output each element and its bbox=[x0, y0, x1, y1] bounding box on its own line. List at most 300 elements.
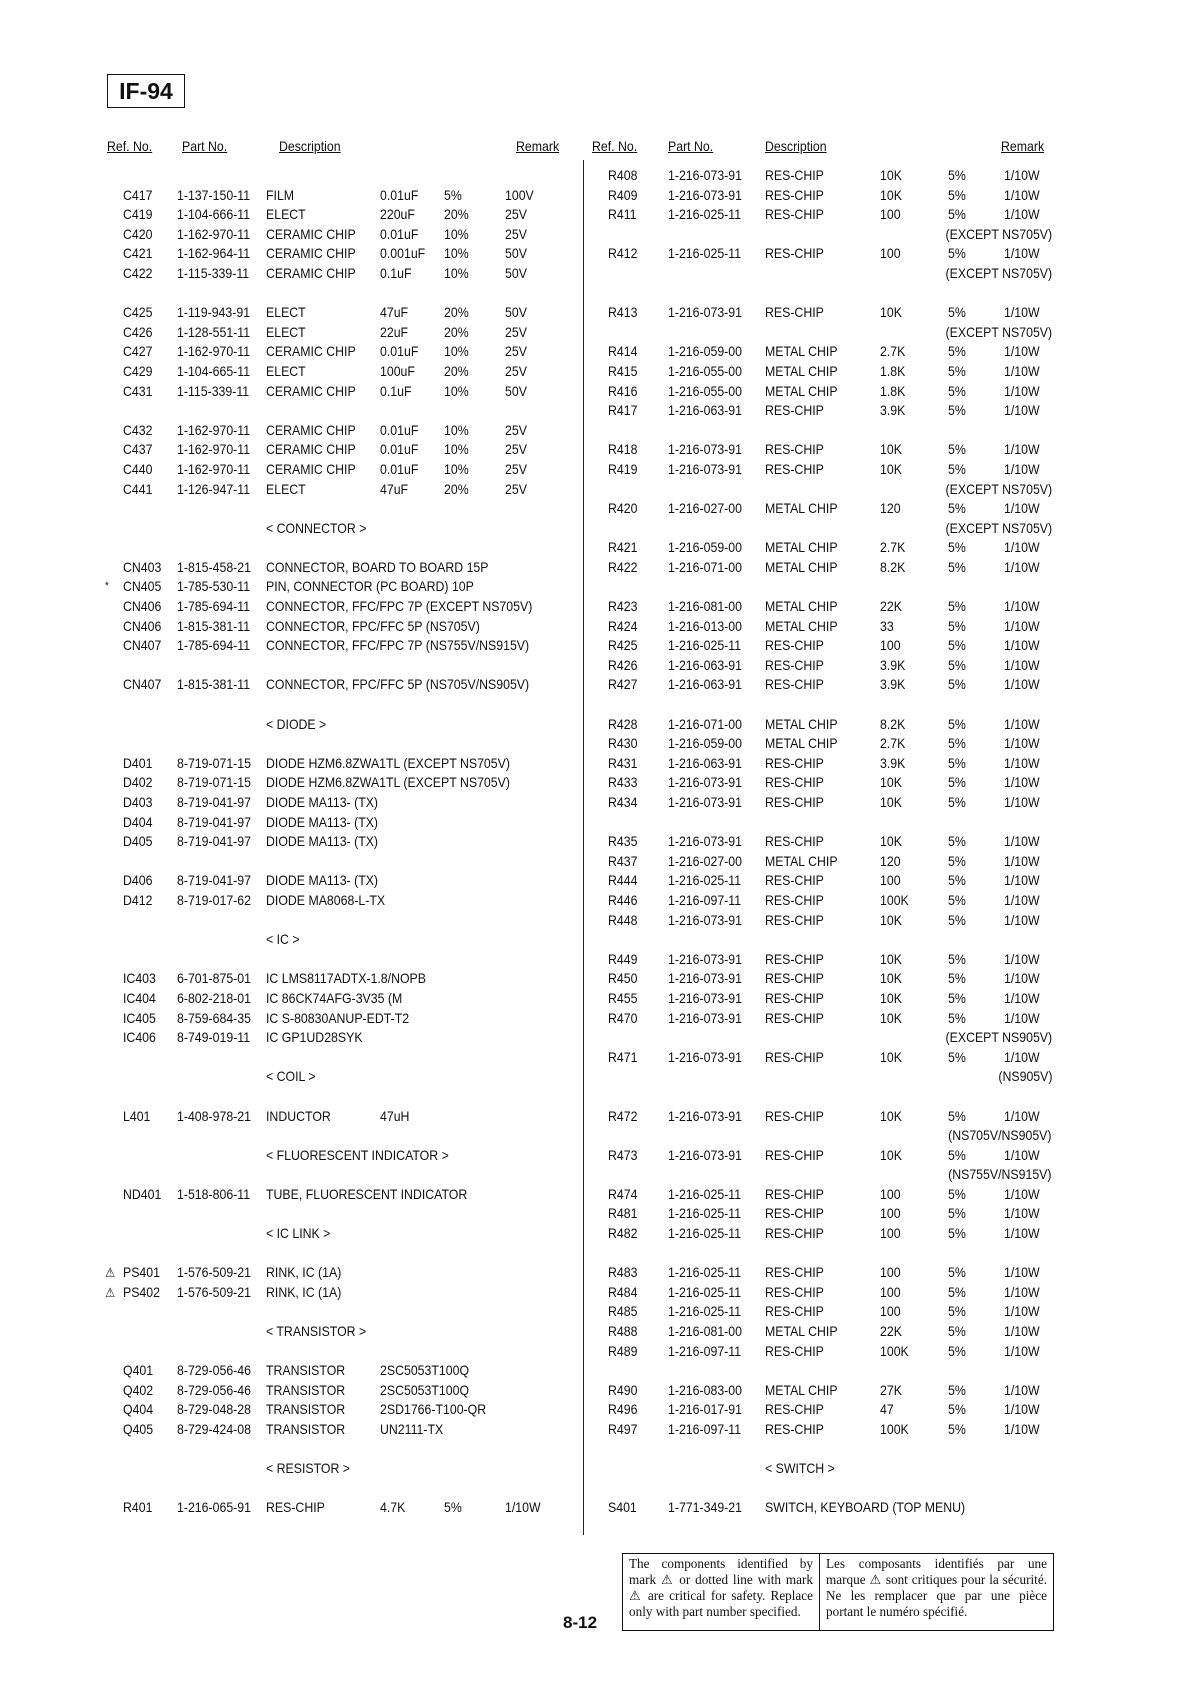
part-row bbox=[123, 362, 563, 382]
remark: 1/10W bbox=[1004, 441, 1040, 458]
remark: 1/10W bbox=[1004, 891, 1040, 908]
remark: 1/10W bbox=[1004, 715, 1040, 732]
remark-note: (EXCEPT NS705V) bbox=[945, 264, 1052, 281]
description: PIN, CONNECTOR (PC BOARD) 10P bbox=[266, 578, 474, 595]
tolerance: 5% bbox=[948, 1342, 966, 1359]
description: RES-CHIP bbox=[765, 1107, 824, 1124]
value: 10K bbox=[880, 911, 902, 928]
remark-note: (EXCEPT NS705V) bbox=[945, 323, 1052, 340]
ref-no: R426 bbox=[608, 656, 638, 673]
part-row bbox=[123, 1498, 563, 1518]
remark: 1/10W bbox=[1004, 1009, 1040, 1026]
description: CONNECTOR, FFC/FPC 7P (NS755V/NS915V) bbox=[266, 637, 530, 654]
remark-note-row bbox=[608, 1067, 1052, 1087]
description: TRANSISTOR bbox=[266, 1401, 346, 1418]
value: 100K bbox=[880, 1342, 909, 1359]
part-row bbox=[123, 832, 563, 852]
remark-note: (EXCEPT NS705V) bbox=[945, 480, 1052, 497]
description: RES-CHIP bbox=[765, 460, 824, 477]
value: 3.9K bbox=[880, 656, 906, 673]
description: ELECT bbox=[266, 323, 306, 340]
blank-row bbox=[608, 813, 1052, 833]
ref-no: R425 bbox=[608, 637, 638, 654]
blank-row bbox=[123, 499, 563, 519]
part-row bbox=[123, 597, 563, 617]
part-no: 1-216-073-91 bbox=[668, 911, 742, 928]
part-no: 1-216-073-91 bbox=[668, 1009, 742, 1026]
section-heading bbox=[123, 715, 563, 735]
description: CERAMIC CHIP bbox=[266, 441, 356, 458]
description: RES-CHIP bbox=[765, 206, 824, 223]
blank-row bbox=[123, 1244, 563, 1264]
part-row bbox=[608, 1381, 1052, 1401]
remark: 1/10W bbox=[1004, 1421, 1040, 1437]
part-no: 1-216-073-91 bbox=[668, 441, 742, 458]
remark: 1/10W bbox=[1004, 754, 1040, 771]
description: IC LMS8117ADTX-1.8/NOPB bbox=[266, 970, 426, 987]
part-row bbox=[608, 460, 1052, 480]
part-row bbox=[123, 421, 563, 441]
part-no: 8-729-424-08 bbox=[177, 1421, 251, 1437]
ref-no: C425 bbox=[123, 304, 153, 321]
part-row bbox=[105, 577, 563, 597]
ref-no: S401 bbox=[608, 1499, 637, 1516]
value: 10K bbox=[880, 970, 902, 987]
page-title: IF-94 bbox=[107, 74, 185, 108]
value: 0.1uF bbox=[380, 382, 412, 399]
description: METAL CHIP bbox=[765, 1381, 838, 1398]
part-no: 1-216-025-11 bbox=[668, 1264, 742, 1281]
remark: 1/10W bbox=[1004, 539, 1040, 556]
blank-row bbox=[123, 1479, 563, 1499]
description: DIODE HZM6.8ZWA1TL (EXCEPT NS705V) bbox=[266, 754, 510, 771]
part-no: 1-815-381-11 bbox=[177, 617, 251, 634]
remark-note-row bbox=[608, 519, 1052, 539]
part-row bbox=[608, 989, 1052, 1009]
description: RES-CHIP bbox=[765, 950, 824, 967]
tolerance: 20% bbox=[444, 206, 469, 223]
tolerance: 5% bbox=[948, 598, 966, 615]
part-no: 8-719-041-97 bbox=[177, 833, 251, 850]
ref-no: C422 bbox=[123, 264, 153, 281]
part-row bbox=[123, 871, 563, 891]
value: 0.1uF bbox=[380, 264, 412, 281]
part-row bbox=[123, 558, 563, 578]
part-no: 1-216-073-91 bbox=[668, 970, 742, 987]
part-row bbox=[123, 1361, 563, 1381]
remark: 1/10W bbox=[1004, 1048, 1040, 1065]
remark: 1/10W bbox=[1004, 970, 1040, 987]
part-no: 1-162-970-11 bbox=[177, 343, 251, 360]
part-row bbox=[608, 715, 1052, 735]
part-row bbox=[123, 244, 563, 264]
value: 0.01uF bbox=[380, 460, 419, 477]
part-row bbox=[123, 186, 563, 206]
tolerance: 5% bbox=[948, 206, 966, 223]
tolerance: 5% bbox=[948, 891, 966, 908]
tolerance: 5% bbox=[948, 558, 966, 575]
ref-no: C426 bbox=[123, 323, 153, 340]
part-no: 1-216-073-91 bbox=[668, 167, 742, 183]
description: METAL CHIP bbox=[765, 735, 838, 752]
ref-no: R416 bbox=[608, 382, 638, 399]
blank-row bbox=[123, 166, 563, 186]
remark: 50V bbox=[505, 382, 527, 399]
part-no: 8-719-041-97 bbox=[177, 872, 251, 889]
ref-no: R437 bbox=[608, 852, 638, 869]
ref-no: R497 bbox=[608, 1421, 638, 1437]
part-no: 1-216-097-11 bbox=[668, 1421, 742, 1437]
remark: 1/10W bbox=[1004, 872, 1040, 889]
ref-no: R489 bbox=[608, 1342, 638, 1359]
part-row bbox=[608, 1322, 1052, 1342]
blank-row bbox=[123, 911, 563, 931]
value: UN2111-TX bbox=[380, 1421, 444, 1437]
part-no: 1-115-339-11 bbox=[177, 264, 250, 281]
part-no: 1-785-530-11 bbox=[177, 578, 251, 595]
part-no: 1-785-694-11 bbox=[177, 598, 251, 615]
header-ref-right: Ref. No. bbox=[592, 138, 638, 154]
description: IC 86CK74AFG-3V35 (M bbox=[266, 989, 403, 1006]
part-no: 8-719-071-15 bbox=[177, 774, 251, 791]
part-row bbox=[608, 754, 1052, 774]
value: 0.001uF bbox=[380, 245, 426, 262]
remark: 1/10W bbox=[1004, 950, 1040, 967]
ref-no: R412 bbox=[608, 245, 638, 262]
value: 3.9K bbox=[880, 754, 906, 771]
value: 100 bbox=[880, 1303, 901, 1320]
part-row bbox=[608, 636, 1052, 656]
part-row bbox=[123, 891, 563, 911]
remark: 1/10W bbox=[1004, 402, 1040, 419]
value: 27K bbox=[880, 1381, 902, 1398]
description: RES-CHIP bbox=[765, 441, 824, 458]
part-no: 1-216-025-11 bbox=[668, 872, 742, 889]
description: RES-CHIP bbox=[765, 1421, 824, 1437]
part-row bbox=[123, 636, 563, 656]
page-number: 8-12 bbox=[563, 1613, 598, 1632]
value: 0.01uF bbox=[380, 343, 419, 360]
part-row bbox=[123, 773, 563, 793]
section-heading bbox=[123, 1146, 563, 1166]
part-no: 8-719-041-97 bbox=[177, 794, 251, 810]
tolerance: 5% bbox=[948, 402, 966, 419]
ref-no: D401 bbox=[123, 754, 153, 771]
remark: 1/10W bbox=[1004, 1401, 1040, 1418]
part-no: 1-216-071-00 bbox=[668, 715, 742, 732]
remark: 1/10W bbox=[1004, 1303, 1040, 1320]
remark: 1/10W bbox=[1004, 989, 1040, 1006]
part-row bbox=[123, 1381, 563, 1401]
description: DIODE MA113- (TX) bbox=[266, 794, 379, 810]
part-row bbox=[608, 793, 1052, 813]
part-row bbox=[105, 1263, 563, 1283]
part-no: 1-216-025-11 bbox=[668, 1303, 742, 1320]
ref-no: R444 bbox=[608, 872, 638, 889]
tolerance: 5% bbox=[948, 1205, 966, 1222]
ref-no: CN403 bbox=[123, 558, 162, 575]
description: DIODE MA113- (TX) bbox=[266, 872, 379, 889]
ref-no: Q401 bbox=[123, 1362, 154, 1379]
ref-no: R420 bbox=[608, 500, 638, 517]
remark: 1/10W bbox=[505, 1499, 541, 1516]
remark-note-row bbox=[608, 323, 1052, 343]
blank-row bbox=[123, 1302, 563, 1322]
remark: 1/10W bbox=[1004, 460, 1040, 477]
ref-no: R449 bbox=[608, 950, 638, 967]
ref-no: C441 bbox=[123, 480, 153, 497]
remark: 1/10W bbox=[1004, 637, 1040, 654]
remark: 25V bbox=[505, 225, 527, 242]
remark-note: (NS705V/NS905V) bbox=[948, 1127, 1052, 1144]
ref-no: R490 bbox=[608, 1381, 638, 1398]
part-no: 1-216-059-00 bbox=[668, 343, 742, 360]
description: CONNECTOR, FPC/FFC 5P (NS705V/NS905V) bbox=[266, 676, 530, 693]
safety-notice-french: Les composants identifiés par une marque ⚠ sont critiques pour la sécurité. Ne les remplacer que par une pièce portant le numéro spécifié. bbox=[826, 1556, 1047, 1619]
tolerance: 20% bbox=[444, 480, 469, 497]
value: 2SD1766-T100-QR bbox=[380, 1401, 487, 1418]
value: 10K bbox=[880, 774, 902, 791]
description: RES-CHIP bbox=[266, 1499, 325, 1516]
tolerance: 20% bbox=[444, 362, 469, 379]
tolerance: 5% bbox=[948, 1225, 966, 1242]
remark: 1/10W bbox=[1004, 598, 1040, 615]
description: RES-CHIP bbox=[765, 1264, 824, 1281]
part-row bbox=[105, 1283, 563, 1303]
part-no: 1-771-349-21 bbox=[668, 1499, 742, 1516]
description: RINK, IC (1A) bbox=[266, 1264, 342, 1281]
section-label: < TRANSISTOR > bbox=[266, 1323, 367, 1340]
part-no: 1-216-063-91 bbox=[668, 402, 742, 419]
value: 8.2K bbox=[880, 715, 906, 732]
part-no: 1-162-970-11 bbox=[177, 441, 251, 458]
ref-no: R481 bbox=[608, 1205, 638, 1222]
part-no: 1-162-970-11 bbox=[177, 225, 251, 242]
blank-row bbox=[608, 421, 1052, 441]
description: METAL CHIP bbox=[765, 715, 838, 732]
asterisk-mark: * bbox=[105, 580, 109, 593]
header-remark-right: Remark bbox=[1001, 138, 1045, 154]
blank-row bbox=[608, 930, 1052, 950]
part-row bbox=[123, 793, 563, 813]
section-label: < RESISTOR > bbox=[266, 1460, 350, 1477]
tolerance: 5% bbox=[948, 1283, 966, 1300]
ref-no: R430 bbox=[608, 735, 638, 752]
value: 10K bbox=[880, 1107, 902, 1124]
part-no: 1-216-097-11 bbox=[668, 891, 742, 908]
description: RES-CHIP bbox=[765, 1009, 824, 1026]
tolerance: 5% bbox=[948, 1401, 966, 1418]
part-no: 1-216-055-00 bbox=[668, 362, 742, 379]
ref-no: R431 bbox=[608, 754, 638, 771]
value: 100K bbox=[880, 891, 909, 908]
value: 10K bbox=[880, 989, 902, 1006]
part-no: 1-104-665-11 bbox=[177, 362, 251, 379]
description: TRANSISTOR bbox=[266, 1381, 346, 1398]
part-row bbox=[608, 538, 1052, 558]
ref-no: R470 bbox=[608, 1009, 638, 1026]
ref-no: R473 bbox=[608, 1146, 638, 1163]
part-row bbox=[608, 1048, 1052, 1068]
part-no: 1-815-381-11 bbox=[177, 676, 251, 693]
description: RES-CHIP bbox=[765, 891, 824, 908]
part-row bbox=[608, 1204, 1052, 1224]
description: METAL CHIP bbox=[765, 558, 838, 575]
description: CONNECTOR, FFC/FPC 7P (EXCEPT NS705V) bbox=[266, 598, 533, 615]
value: 2SC5053T100Q bbox=[380, 1362, 470, 1379]
part-row bbox=[123, 813, 563, 833]
description: METAL CHIP bbox=[765, 617, 838, 634]
description: RES-CHIP bbox=[765, 676, 824, 693]
value: 100 bbox=[880, 1264, 901, 1281]
ref-no: C427 bbox=[123, 343, 153, 360]
value: 10K bbox=[880, 1009, 902, 1026]
value: 1.8K bbox=[880, 362, 906, 379]
tolerance: 10% bbox=[444, 343, 469, 360]
blank-row bbox=[123, 695, 563, 715]
description: RES-CHIP bbox=[765, 656, 824, 673]
description: RINK, IC (1A) bbox=[266, 1283, 342, 1300]
description: RES-CHIP bbox=[765, 1225, 824, 1242]
part-row bbox=[123, 1028, 563, 1048]
part-no: 1-137-150-11 bbox=[177, 186, 251, 203]
tolerance: 5% bbox=[948, 852, 966, 869]
description: ELECT bbox=[266, 206, 306, 223]
tolerance: 5% bbox=[948, 500, 966, 517]
part-no: 1-216-097-11 bbox=[668, 1342, 742, 1359]
blank-row bbox=[123, 950, 563, 970]
part-row bbox=[608, 1342, 1052, 1362]
remark: 1/10W bbox=[1004, 362, 1040, 379]
value: 10K bbox=[880, 460, 902, 477]
ref-no: R428 bbox=[608, 715, 638, 732]
value: 2.7K bbox=[880, 735, 906, 752]
tolerance: 10% bbox=[444, 460, 469, 477]
value: 10K bbox=[880, 304, 902, 321]
part-row bbox=[123, 989, 563, 1009]
warning-icon: ⚠ bbox=[105, 1284, 116, 1300]
part-no: 6-802-218-01 bbox=[177, 989, 251, 1006]
ref-no: PS401 bbox=[123, 1264, 161, 1281]
part-no: 1-216-073-91 bbox=[668, 186, 742, 203]
remark: 1/10W bbox=[1004, 558, 1040, 575]
part-no: 1-815-458-21 bbox=[177, 558, 251, 575]
description: RES-CHIP bbox=[765, 970, 824, 987]
part-row bbox=[608, 1498, 1052, 1518]
tolerance: 5% bbox=[948, 715, 966, 732]
part-no: 1-216-073-91 bbox=[668, 833, 742, 850]
remark: 1/10W bbox=[1004, 500, 1040, 517]
description: RES-CHIP bbox=[765, 833, 824, 850]
description: RES-CHIP bbox=[765, 1283, 824, 1300]
part-row bbox=[608, 734, 1052, 754]
part-row bbox=[608, 362, 1052, 382]
value: 47uH bbox=[380, 1107, 410, 1124]
ref-no: R427 bbox=[608, 676, 638, 693]
remark: 25V bbox=[505, 421, 527, 438]
value: 10K bbox=[880, 950, 902, 967]
remark: 25V bbox=[505, 480, 527, 497]
remark: 1/10W bbox=[1004, 1205, 1040, 1222]
part-no: 1-126-947-11 bbox=[177, 480, 251, 497]
description: CERAMIC CHIP bbox=[266, 225, 356, 242]
part-row bbox=[608, 1400, 1052, 1420]
tolerance: 5% bbox=[948, 1146, 966, 1163]
part-no: 8-729-056-46 bbox=[177, 1381, 251, 1398]
part-no: 1-216-063-91 bbox=[668, 676, 742, 693]
description: RES-CHIP bbox=[765, 1048, 824, 1065]
part-row bbox=[123, 264, 563, 284]
tolerance: 10% bbox=[444, 264, 469, 281]
description: CERAMIC CHIP bbox=[266, 264, 356, 281]
blank-row bbox=[608, 1087, 1052, 1107]
part-no: 1-216-073-91 bbox=[668, 794, 742, 810]
ref-no: Q405 bbox=[123, 1421, 154, 1437]
part-row bbox=[608, 911, 1052, 931]
header-remark: Remark bbox=[516, 138, 560, 154]
blank-row bbox=[123, 1440, 563, 1460]
ref-no: D403 bbox=[123, 794, 153, 810]
part-no: 1-576-509-21 bbox=[177, 1283, 251, 1300]
tolerance: 5% bbox=[948, 1264, 966, 1281]
ref-no: D412 bbox=[123, 891, 153, 908]
part-row bbox=[123, 225, 563, 245]
tolerance: 5% bbox=[948, 833, 966, 850]
remark: 1/10W bbox=[1004, 774, 1040, 791]
part-no: 1-216-025-11 bbox=[668, 1185, 742, 1202]
tolerance: 5% bbox=[948, 637, 966, 654]
part-no: 1-408-978-21 bbox=[177, 1107, 251, 1124]
tolerance: 5% bbox=[948, 343, 966, 360]
ref-no: Q404 bbox=[123, 1401, 154, 1418]
part-no: 1-128-551-11 bbox=[177, 323, 251, 340]
ref-no: R421 bbox=[608, 539, 638, 556]
value: 10K bbox=[880, 441, 902, 458]
value: 47uF bbox=[380, 304, 409, 321]
description: RES-CHIP bbox=[765, 402, 824, 419]
ref-no: CN407 bbox=[123, 637, 162, 654]
part-row bbox=[608, 597, 1052, 617]
part-row bbox=[123, 303, 563, 323]
description: RES-CHIP bbox=[765, 989, 824, 1006]
remark-note: (EXCEPT NS905V) bbox=[945, 1029, 1052, 1046]
part-no: 1-216-081-00 bbox=[668, 1323, 742, 1340]
ref-no: D404 bbox=[123, 813, 153, 830]
tolerance: 5% bbox=[948, 362, 966, 379]
part-no: 1-576-509-21 bbox=[177, 1264, 251, 1281]
tolerance: 5% bbox=[948, 167, 966, 183]
tolerance: 5% bbox=[948, 617, 966, 634]
value: 22uF bbox=[380, 323, 409, 340]
blank-row bbox=[608, 577, 1052, 597]
value: 10K bbox=[880, 186, 902, 203]
remark-note-row bbox=[608, 264, 1052, 284]
blank-row bbox=[123, 1204, 563, 1224]
remark: 1/10W bbox=[1004, 1323, 1040, 1340]
value: 33 bbox=[880, 617, 894, 634]
value: 0.01uF bbox=[380, 225, 419, 242]
description: CERAMIC CHIP bbox=[266, 460, 356, 477]
ref-no: C440 bbox=[123, 460, 153, 477]
part-row bbox=[608, 617, 1052, 637]
description: RES-CHIP bbox=[765, 1342, 824, 1359]
remark: 1/10W bbox=[1004, 735, 1040, 752]
ref-no: R413 bbox=[608, 304, 638, 321]
section-label: < CONNECTOR > bbox=[266, 519, 367, 536]
ref-no: R423 bbox=[608, 598, 638, 615]
description: IC GP1UD28SYK bbox=[266, 1029, 363, 1046]
ref-no: IC406 bbox=[123, 1029, 156, 1046]
